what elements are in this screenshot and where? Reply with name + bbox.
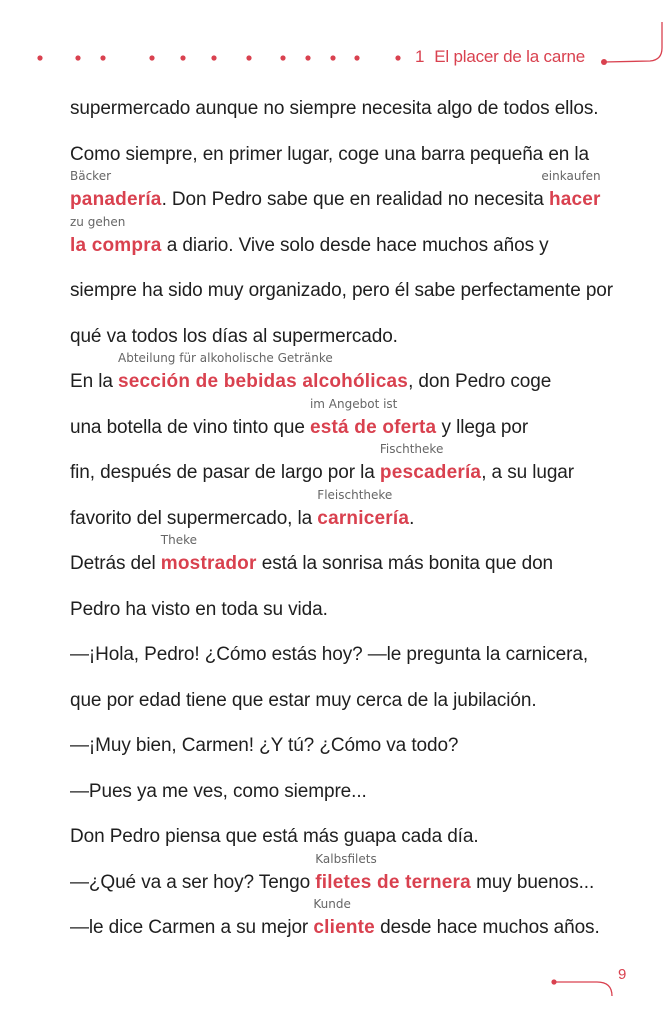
vocab-gloss: Theke — [160, 533, 198, 547]
text-line — [70, 781, 367, 803]
text-run: está la sonrisa más bonita que don — [256, 553, 554, 574]
text-line — [70, 215, 549, 257]
text-run: —le dice Carmen a su mejor — [70, 917, 314, 938]
text-run: una botella de vino tinto que — [70, 417, 310, 438]
vocab-term — [541, 169, 601, 211]
text-line — [70, 442, 575, 484]
vocab-term-text: filetes de ternera — [315, 872, 471, 893]
vocab-term — [70, 169, 162, 211]
text-line — [70, 599, 328, 621]
text-line — [70, 326, 398, 348]
text-run: supermercado aunque no siempre necesita algo de todos ellos. — [70, 98, 599, 119]
vocab-gloss: im Angebot ist — [309, 397, 398, 411]
text-line — [70, 169, 601, 211]
text-run: qué va todos los días al supermercado. — [70, 326, 398, 347]
text-line — [70, 144, 589, 166]
text-run: favorito del supermercado, la — [70, 508, 318, 529]
vocab-term-text: mostrador — [160, 553, 257, 574]
text-run: a diario. Vive solo desde hace muchos años y — [161, 235, 549, 256]
vocab-gloss: Fischtheke — [379, 442, 444, 456]
text-run: En la — [70, 371, 118, 392]
vocab-term — [118, 351, 409, 393]
text-run: . Don Pedro sabe que en realidad no necesita — [161, 189, 549, 210]
vocab-gloss: Bäcker — [70, 169, 112, 183]
text-run: que por edad tiene que estar muy cerca de la jubilación. — [70, 690, 537, 711]
header-dotted-rule — [0, 0, 671, 80]
vocab-term — [315, 852, 471, 894]
text-line — [70, 533, 554, 575]
text-run: fin, después de pasar de largo por la — [70, 462, 380, 483]
vocab-term — [379, 442, 482, 484]
text-run: y llega por — [436, 417, 529, 438]
vocab-term — [309, 397, 437, 439]
vocab-gloss: einkaufen — [541, 169, 601, 183]
text-line — [70, 644, 588, 666]
vocab-term — [70, 215, 162, 257]
chapter-header — [415, 47, 585, 67]
vocab-term-text: está de oferta — [309, 417, 437, 438]
text-line — [70, 852, 595, 894]
text-line — [70, 351, 552, 393]
vocab-term — [160, 533, 257, 575]
vocab-term-text: hacer — [548, 189, 601, 210]
vocab-gloss: zu gehen — [70, 215, 126, 229]
text-run: desde hace muchos años. — [374, 917, 600, 938]
vocab-term-text: pescadería — [379, 462, 482, 483]
text-run: Como siempre, en primer lugar, coge una barra pequeña en la — [70, 144, 590, 165]
text-line — [70, 897, 600, 939]
vocab-term-text: cliente — [313, 917, 375, 938]
text-line — [70, 397, 529, 439]
text-run: siempre ha sido muy organizado, pero él sabe perfectamente por — [70, 280, 614, 301]
text-run: , a su lugar — [481, 462, 575, 483]
page-number: 9 — [618, 966, 627, 983]
text-line — [70, 488, 415, 530]
text-line — [70, 826, 479, 848]
vocab-term-text: panadería — [70, 189, 162, 210]
text-run: —¡Muy bien, Carmen! ¿Y tú? ¿Cómo va todo? — [70, 735, 459, 756]
text-run: Don Pedro piensa que está más guapa cada día. — [70, 826, 479, 847]
vocab-gloss: Kalbsfilets — [315, 852, 377, 866]
chapter-title: El placer de la carne — [434, 47, 586, 66]
vocab-term-text: sección de bebidas alcohólicas — [118, 371, 409, 392]
text-run: —Pues ya me ves, como siempre... — [70, 781, 367, 802]
text-line — [70, 735, 458, 757]
text-run: Pedro ha visto en toda su vida. — [70, 599, 328, 620]
vocab-term-text: la compra — [70, 235, 162, 256]
chapter-number: 1 — [415, 47, 425, 66]
vocab-term-text: carnicería — [317, 508, 410, 529]
text-run: Detrás del — [70, 553, 161, 574]
text-line — [70, 280, 613, 302]
vocab-gloss: Kunde — [313, 897, 351, 911]
text-line — [70, 98, 598, 120]
text-run: muy buenos... — [470, 872, 595, 893]
text-run: —¿Qué va a ser hoy? Tengo — [70, 872, 316, 893]
vocab-gloss: Fleischtheke — [317, 488, 393, 502]
text-run: —¡Hola, Pedro! ¿Cómo estás hoy? —le pregunta la carnicera, — [70, 644, 588, 665]
text-run: , don Pedro coge — [408, 371, 552, 392]
vocab-term — [313, 897, 375, 939]
text-line — [70, 690, 537, 712]
text-run: . — [409, 508, 415, 529]
vocab-term — [317, 488, 410, 530]
vocab-gloss: Abteilung für alkoholische Getränke — [118, 351, 333, 365]
